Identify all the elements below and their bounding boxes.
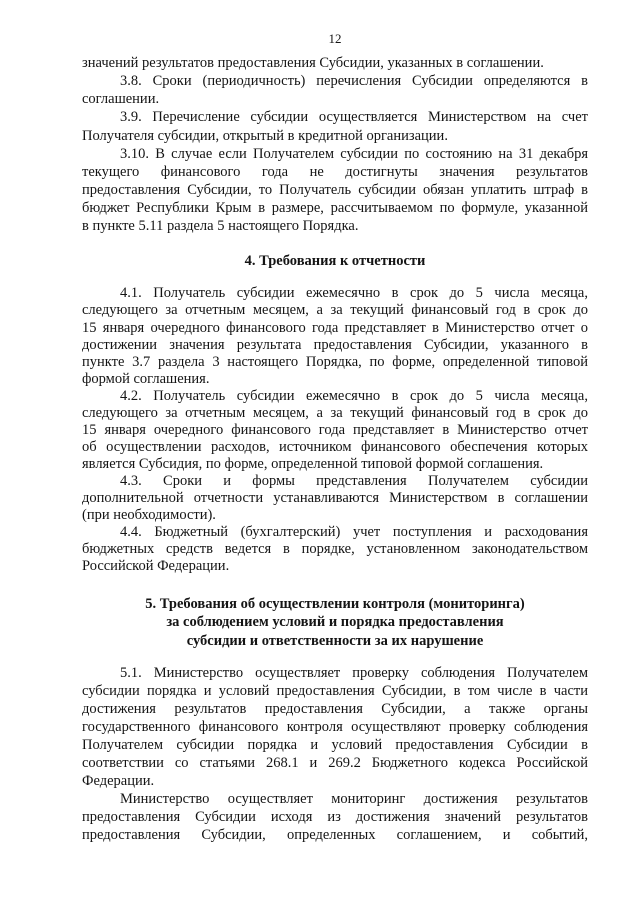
paragraph-line: формой соглашения. [82, 370, 210, 387]
paragraph-line: 3.8. Сроки (периодичность) перечисления Субсидии определяются в [120, 72, 588, 89]
heading-line: 5. Требования об осуществлении контроля (мониторинга) [145, 595, 525, 612]
paragraph-4-4 [82, 524, 588, 575]
paragraph-4-1 [82, 285, 588, 387]
paragraph-line: Получателя субсидии, открытый в кредитной организации. [82, 127, 448, 144]
paragraph-line: предоставления Субсидии, определенных соглашением, и событий, [82, 827, 588, 843]
paragraph-line: пункте 3.7 раздела 3 настоящего Порядка, по форме, определенной типовой [82, 353, 588, 370]
section-5-heading [82, 595, 588, 651]
paragraph-3-9 [82, 108, 588, 144]
paragraph-line: является Субсидия, по форме, определенной типовой формой соглашения. [82, 456, 544, 473]
paragraph-line: соглашении. [82, 91, 160, 108]
paragraph-line: следующего за отчетным месяцем, а за текущий финансовый год в срок до [82, 302, 588, 319]
paragraph-line: субсидии порядка и условий предоставления Субсидии, в том числе в части [82, 683, 588, 699]
paragraph-line: Российской Федерации. [82, 558, 230, 575]
paragraph-4-3 [82, 473, 588, 524]
paragraph-line: бюджет Республики Крым в размере, рассчитываемом по формуле, указанной [82, 200, 588, 217]
paragraph-line: соответствии со статьями 268.1 и 269.2 Бюджетного кодекса Российской [82, 755, 588, 771]
paragraph-line: предоставления Субсидии исходя из достижения значений результатов [82, 809, 588, 825]
paragraph-line: текущего финансового года не достигнуты значения результатов [82, 163, 588, 180]
paragraph-line: 3.10. В случае если Получателем субсидии по состоянию на 31 декабря [120, 145, 588, 162]
section-3-continuation [82, 54, 588, 236]
paragraph-3-7-end [82, 54, 588, 72]
heading-line: 4. Требования к отчетности [244, 253, 426, 269]
section-4-heading [82, 252, 588, 271]
paragraph-line: Получателем субсидии порядка и условий предоставления Субсидии в [82, 737, 588, 753]
paragraph-line: государственного финансового контроля осуществляют проверку соблюдения [82, 719, 588, 735]
paragraph-line: бюджетных средств ведется в порядке, установленном законодательством [82, 541, 588, 558]
paragraph-line: (при необходимости). [82, 507, 216, 524]
paragraph-line: 15 января очередного финансового года представляет в Министерство отчет [82, 421, 588, 438]
paragraph-line: значений результатов предоставления Субсидии, указанных в соглашении. [82, 54, 544, 71]
paragraph-line: 4.4. Бюджетный (бухгалтерский) учет поступления и расходования [120, 524, 588, 541]
paragraph-line: следующего за отчетным месяцем, а за текущий финансовый год в срок до [82, 404, 588, 421]
paragraph-5-1 [82, 664, 588, 790]
page-number: 12 [328, 31, 342, 46]
paragraph-line: 3.9. Перечисление субсидии осуществляется Министерством на счет [120, 109, 588, 126]
paragraph-line: 4.3. Сроки и формы представления Получателем субсидии [120, 473, 588, 490]
paragraph-3-10 [82, 145, 588, 236]
paragraph-line: Министерство осуществляет мониторинг достижения результатов [120, 791, 588, 807]
paragraph-line: достижении значения результата предоставления Субсидии, указанного в [82, 336, 588, 353]
paragraph-line: предоставления Субсидии, то Получатель субсидии обязан уплатить штраф в [82, 182, 588, 199]
paragraph-3-8 [82, 72, 588, 108]
paragraph-line: Федерации. [82, 773, 155, 789]
heading-line: за соблюдением условий и порядка предоставления [166, 614, 504, 631]
paragraph-line: достижения результатов предоставления Субсидии, а также органы [82, 701, 588, 717]
paragraph-line: дополнительной отчетности устанавливаются Министерством в соглашении [82, 490, 588, 507]
heading-line: субсидии и ответственности за их нарушение [186, 632, 484, 649]
paragraph-line: в пункте 5.11 раздела 5 настоящего Порядка. [82, 218, 359, 235]
section-5-body [82, 664, 588, 844]
paragraph-line: об осуществлении расходов, источником финансового обеспечения которых [82, 438, 588, 455]
paragraph-line: 15 января очередного финансового года представляет в Министерство отчет о [82, 319, 588, 336]
paragraph-line: 4.1. Получатель субсидии ежемесячно в срок до 5 числа месяца, [120, 285, 588, 302]
paragraph-line: 5.1. Министерство осуществляет проверку соблюдения Получателем [120, 665, 588, 681]
paragraph-monitoring [82, 790, 588, 844]
paragraph-line: 4.2. Получатель субсидии ежемесячно в срок до 5 числа месяца, [120, 387, 588, 404]
section-4-body [82, 285, 588, 575]
paragraph-4-2 [82, 388, 588, 473]
